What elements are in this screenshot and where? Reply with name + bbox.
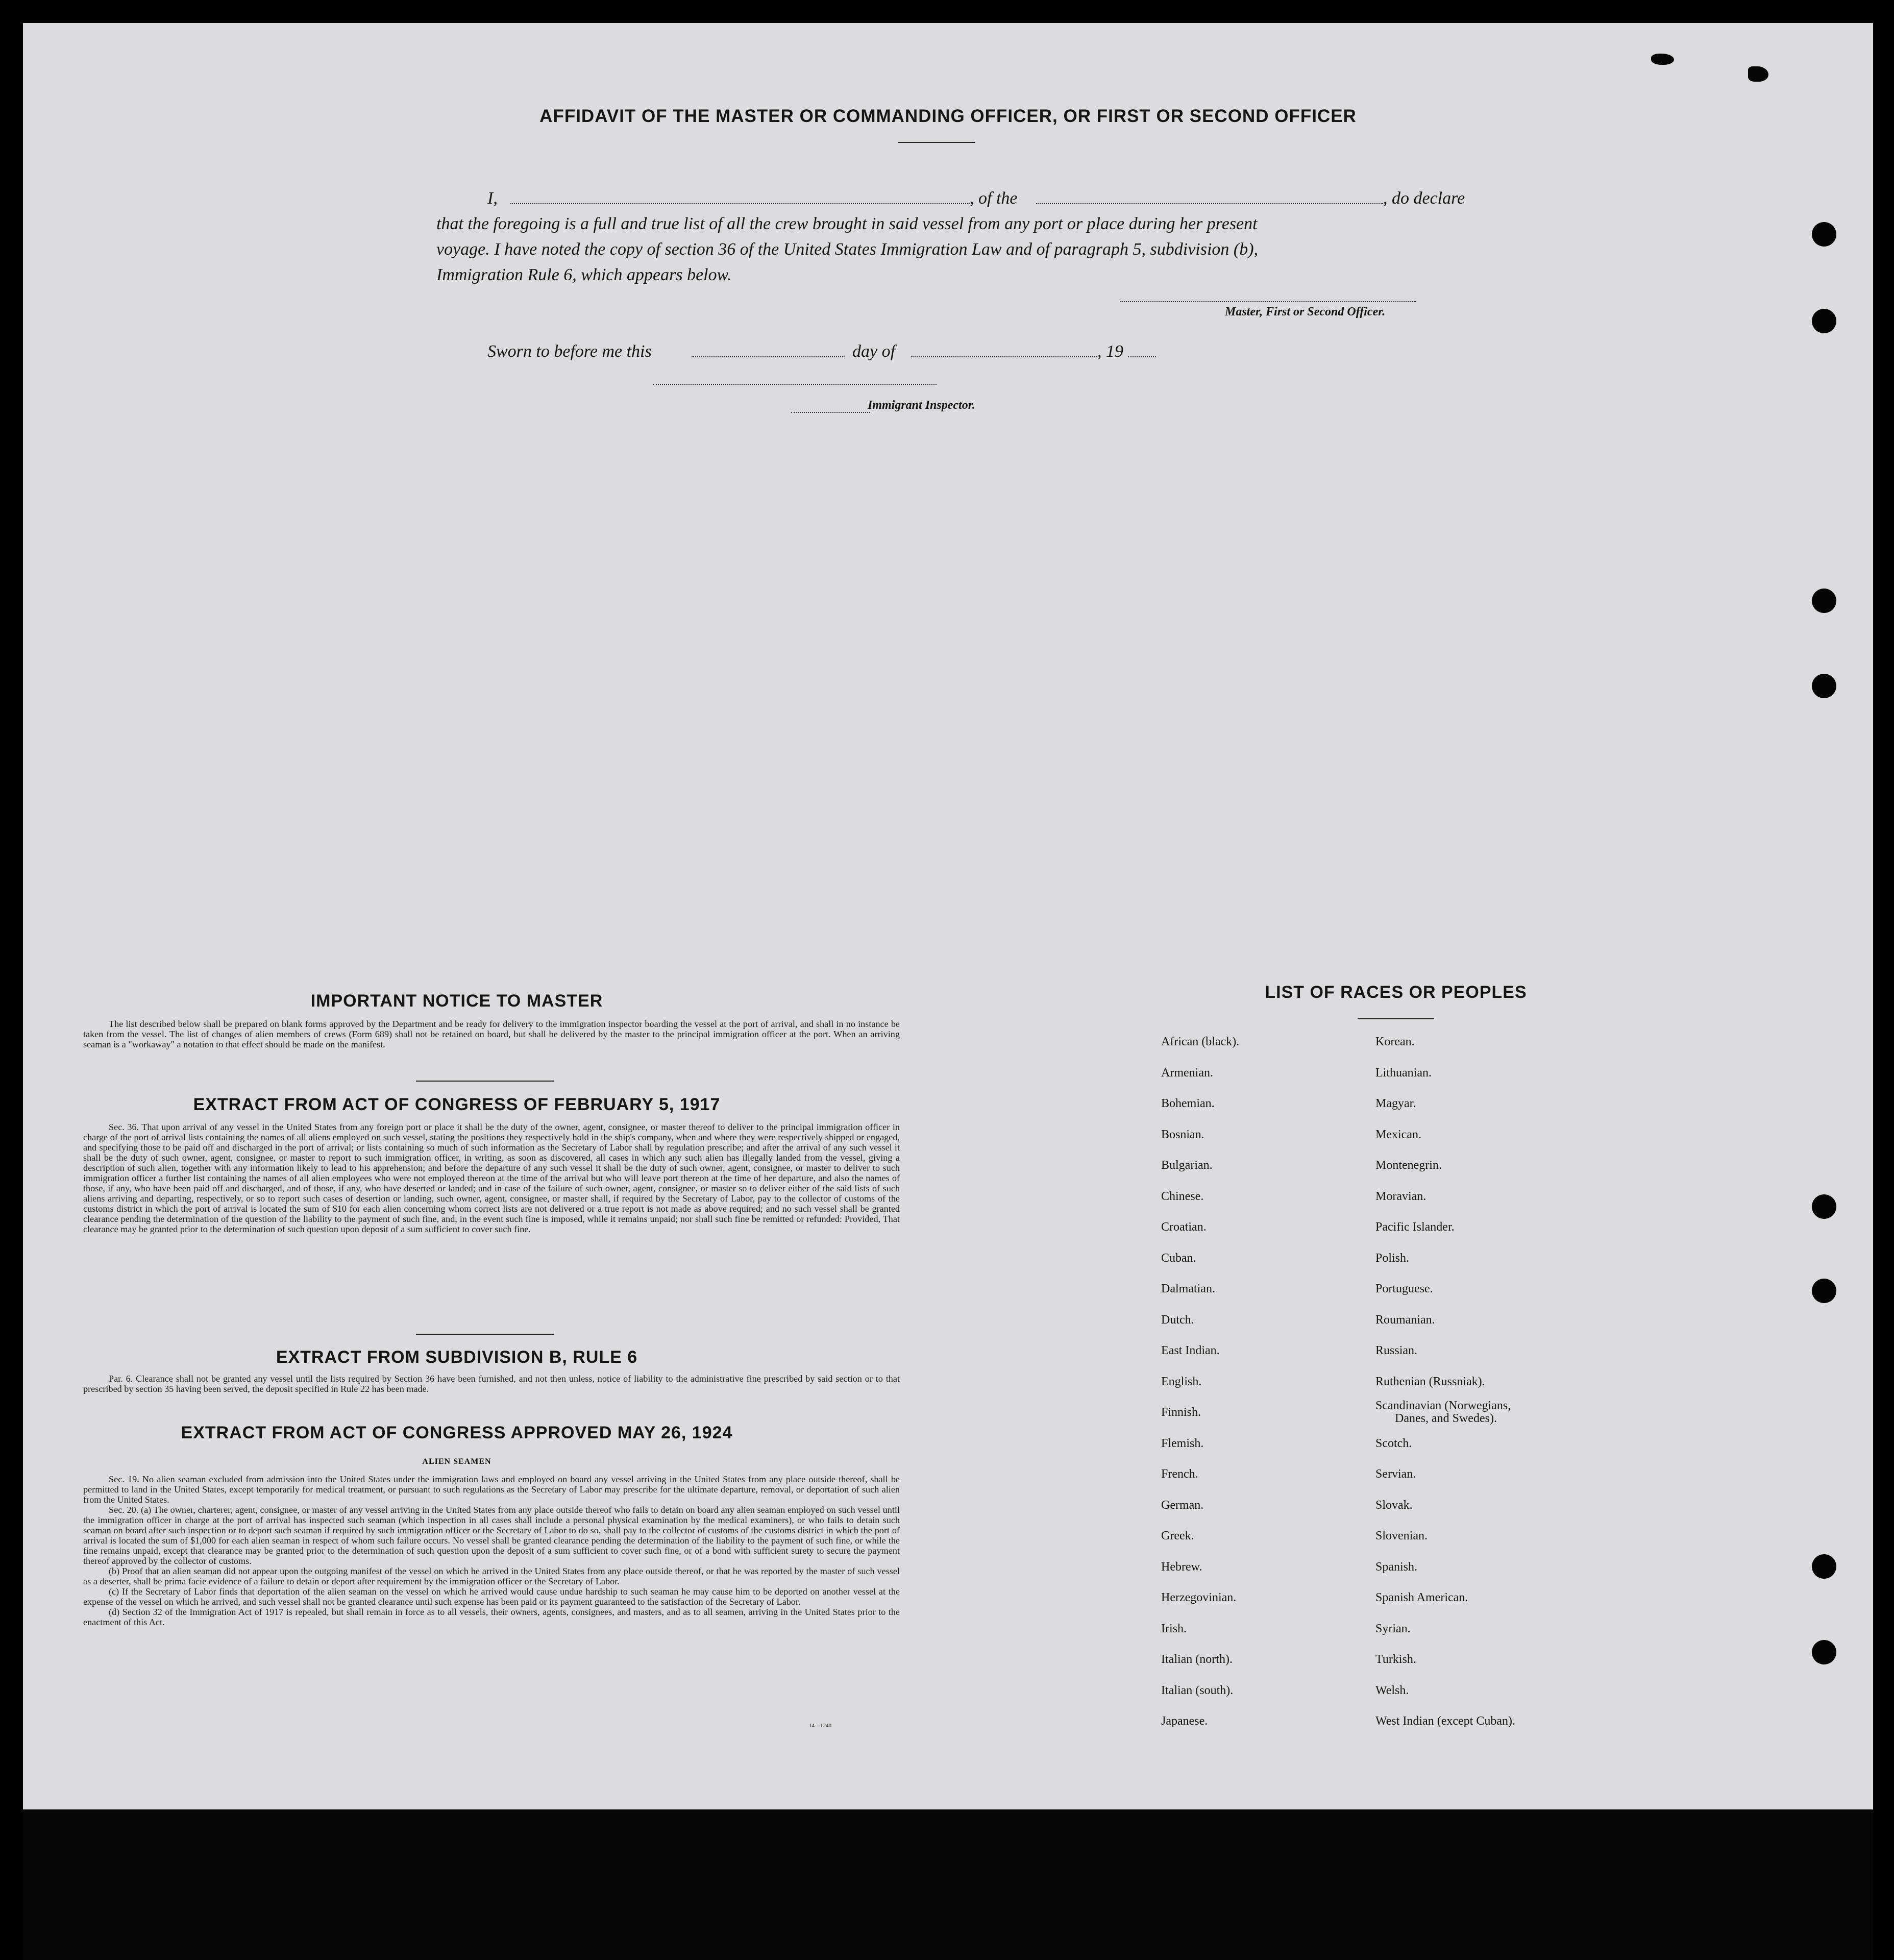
extract-1924-heading: EXTRACT FROM ACT OF CONGRESS APPROVED MAY 26, 1924: [181, 1423, 733, 1442]
notice-text: The list described below shall be prepared on blank forms approved by the Department and be ready for delivery to the immigration inspector boarding the vessel at the port of arrival, and shall in no instance be taken from the vessel. The list of changes of alien members of crews (Form 689) shall not be retained on board, but shall be delivered by the master to the principal immigration officer at the port. When an arriving seaman is a "workaway" a notation to that effect should be made on the manifest.: [83, 1019, 900, 1049]
race-list-item: Roumanian.: [1375, 1313, 1435, 1327]
punch-hole: [1812, 589, 1836, 613]
sworn-year-field[interactable]: [1128, 356, 1156, 357]
extract-1917-text: Sec. 36. That upon arrival of any vessel in the United States from any foreign port or place it shall be the duty of the owner, agent, consignee, or master thereof to deliver to the principal immigration officer in charge of the port of arrival lists containing the names of all aliens employed on such vessel, stating the positions they respectively hold in the ship's company, when and where they were respectively shipped or engaged, and specifying those to be paid off and discharged in the port of arrival; or lists containing so much of such information as the Secretary of Labor shall by regulation prescribe; and after the arrival of any such vessel it shall be the duty of such owner, agent, consignee, or master to report to such immigration officer, in writing, as soon as discovered, all cases in which any such alien has illegally landed from the vessel, giving a description of such alien, together with any information likely to lead to his apprehension; and before the departure of any such vessel it shall be the duty of such owner, agent, consignee, or master to deliver to such immigration officer a further list containing the names of all alien employees who were not employed thereon at the time of the arrival but who will leave port thereon at the time of her departure, and also the names of those, if any, who have been paid off and discharged, and of those, if any, who have deserted or landed; and in case of the failure of such owner, agent, consignee, or master so to deliver either of the said lists of such aliens arriving and departing, respectively, or so to report such cases of desertion or landing, such owner, agent, consignee, or master shall, if required by the Secretary of Labor, pay to the collector of customs of the customs district in which the port of arrival is located the sum of $10 for each alien concerning whom correct lists are not delivered or a true report is not made as above required; and no such vessel shall be granted clearance pending the determination of the question of the liability to the payment of such fine, and, in the event such fine is imposed, while it remains unpaid; nor shall such fine be remitted or refunded: Provided, That clearance may be granted prior to the determination of such question upon deposit of a sum sufficient to cover such fine.: [83, 1122, 900, 1234]
race-list-item: Portuguese.: [1375, 1282, 1433, 1295]
race-list-item: Italian (south).: [1161, 1683, 1234, 1697]
race-list-item: Lithuanian.: [1375, 1066, 1432, 1080]
race-list-item: Greek.: [1161, 1529, 1194, 1542]
vessel-name-field[interactable]: [1036, 203, 1383, 204]
race-list-item: Spanish American.: [1375, 1591, 1468, 1604]
punch-hole: [1812, 1554, 1836, 1579]
sec-20b-paragraph: (b) Proof that an alien seaman did not appear upon the outgoing manifest of the vessel on which he arrived in the United States from any place outside thereof, or that he was reported by the master of such vessel as a deserter, shall be prima facie evidence of a failure to detain or deport after requirement by the immigration officer or the Secretary of Labor.: [83, 1566, 900, 1586]
race-list-item: Hebrew.: [1161, 1560, 1202, 1574]
sworn-day-of: day of: [852, 342, 896, 361]
extract-1917-heading: EXTRACT FROM ACT OF CONGRESS OF FEBRUARY 5, 1917: [193, 1095, 721, 1114]
alien-seamen-subheading: ALIEN SEAMEN: [422, 1457, 491, 1466]
sec-20c-paragraph: (c) If the Secretary of Labor finds that deportation of the alien seaman on the vessel on which he arrived would cause undue hardship to such seaman he may cause him to be deported on another vessel at the expense of the vessel on which he arrived, and such vessel shall not be granted clearance until such expense has been paid or its payment guaranteed to the satisfaction of the Secretary of Labor.: [83, 1586, 900, 1607]
sec-19-paragraph: Sec. 19. No alien seaman excluded from admission into the United States under the immigration laws and employed on board any vessel arriving in the United States from any place outside thereof, shall be permitted to land in the United States, except temporarily for medical treatment, or pursuant to such regulations as the Secretary of Labor may prescribe for the ultimate departure, removal, or deportation of such alien from the United States.: [83, 1474, 900, 1505]
sec-20d-paragraph: (d) Section 32 of the Immigration Act of 1917 is repealed, but shall remain in force as to all vessels, their owners, agents, consignees, and masters, and as to all seamen, arriving in the United States prior to the enactment of this Act.: [83, 1607, 900, 1627]
race-list-item: Moravian.: [1375, 1189, 1426, 1203]
affidavit-title: AFFIDAVIT OF THE MASTER OR COMMANDING OFFICER, OR FIRST OR SECOND OFFICER: [539, 106, 1357, 126]
race-list-item: Bosnian.: [1161, 1128, 1204, 1141]
race-list-item: African (black).: [1161, 1035, 1240, 1048]
punch-hole: [1812, 309, 1836, 333]
race-list-item: Welsh.: [1375, 1683, 1409, 1697]
sworn-year-prefix: , 19: [1097, 342, 1123, 361]
punch-hole: [1812, 1279, 1836, 1303]
race-list-item: Slovak.: [1375, 1498, 1413, 1512]
race-list-item: Servian.: [1375, 1467, 1416, 1481]
race-list-item: Turkish.: [1375, 1653, 1416, 1666]
inspector-dotted-lead: [791, 412, 870, 413]
punch-hole: [1812, 674, 1836, 698]
document-page: [23, 23, 1873, 1809]
punch-hole: [1812, 222, 1836, 247]
race-list-item: French.: [1161, 1467, 1198, 1481]
affidavit-i-label: I,: [487, 189, 498, 208]
punch-hole: [1812, 1640, 1836, 1664]
ink-blot: [1651, 54, 1674, 65]
race-list-item: West Indian (except Cuban).: [1375, 1714, 1515, 1728]
race-list-item: Irish.: [1161, 1622, 1187, 1635]
race-list-item: Spanish.: [1375, 1560, 1418, 1574]
race-list-item: Pacific Islander.: [1375, 1220, 1455, 1234]
race-list-item: Croatian.: [1161, 1220, 1207, 1234]
officer-signature-field[interactable]: [1120, 301, 1416, 302]
scan-bottom-band: [23, 1809, 1873, 1960]
race-list-item: Russian.: [1375, 1344, 1418, 1357]
notice-divider: [416, 1081, 554, 1082]
race-list-item: Montenegrin.: [1375, 1159, 1442, 1172]
race-list-item: Japanese.: [1161, 1714, 1208, 1728]
race-list-item: German.: [1161, 1498, 1204, 1512]
race-list-item: Dutch.: [1161, 1313, 1194, 1327]
sec-20a-paragraph: Sec. 20. (a) The owner, charterer, agent, consignee, or master of any vessel arriving in the United States from any place outside thereof who fails to detain on board any alien seaman employed on such vessel until the immigration officer in charge at the port of arrival has inspected such seaman (which inspection in all cases shall include a personal physical examination by the medical examiners), or who fails to detain such seaman on board after such inspection or to deport such seaman if required by such immigration officer or the Secretary of Labor to do so, shall pay to the collector of customs of the customs district in which the port of arrival is located the sum of $1,000 for each alien seaman in respect of whom such failure occurs. No vessel shall be granted clearance pending the determination of the liability to the payment of such fine, or while the fine remains unpaid, except that clearance may be granted prior to the determination of such question upon the deposit of a sum sufficient to cover such fine, or of a bond with sufficient surety to secure the payment thereof approved by the collector of customs.: [83, 1505, 900, 1566]
affidavit-of-the: , of the: [970, 189, 1018, 208]
form-number: 14—1240: [809, 1723, 831, 1729]
race-list-item: Dalmatian.: [1161, 1282, 1215, 1295]
races-divider: [1358, 1018, 1434, 1019]
race-list-item: Flemish.: [1161, 1436, 1204, 1450]
extract-1917-divider: [416, 1334, 554, 1335]
race-list-item: Slovenian.: [1375, 1529, 1428, 1542]
affidavit-line-3: voyage. I have noted the copy of section 36 of the United States Immigration Law and of paragraph 5, subdivision (b),: [436, 240, 1259, 259]
race-list-item: Finnish.: [1161, 1406, 1201, 1419]
race-list-item: Magyar.: [1375, 1097, 1416, 1110]
notice-heading: IMPORTANT NOTICE TO MASTER: [310, 991, 603, 1011]
race-list-item: Polish.: [1375, 1251, 1410, 1265]
race-list-item: English.: [1161, 1375, 1202, 1388]
affidavit-do-declare: , do declare: [1383, 189, 1465, 208]
race-list-item: Armenian.: [1161, 1066, 1213, 1080]
race-list-item: Bulgarian.: [1161, 1159, 1213, 1172]
inspector-signature-field[interactable]: [653, 384, 937, 385]
sworn-month-field[interactable]: [911, 356, 1097, 357]
race-list-item: Bohemian.: [1161, 1097, 1215, 1110]
declarant-name-field[interactable]: [510, 203, 970, 204]
race-list-item: Mexican.: [1375, 1128, 1421, 1141]
rule-6-heading: EXTRACT FROM SUBDIVISION B, RULE 6: [276, 1348, 638, 1367]
race-list-item: East Indian.: [1161, 1344, 1220, 1357]
race-list-item: Herzegovinian.: [1161, 1591, 1237, 1604]
race-list-item: Korean.: [1375, 1035, 1415, 1048]
rule-6-text: Par. 6. Clearance shall not be granted any vessel until the lists required by Section 36 have been furnished, and not then unless, notice of liability to the administrative fine prescribed by said section or to that prescribed by section 35 having been served, the deposit specified in Rule 22 has been made.: [83, 1374, 900, 1394]
affidavit-line-2: that the foregoing is a full and true list of all the crew brought in said vessel from any port or place during her present: [436, 214, 1258, 233]
extract-1924-text: [83, 1474, 900, 1627]
sworn-prefix: Sworn to before me this: [487, 342, 652, 361]
race-list-item: Scandinavian (Norwegians, Danes, and Swedes).: [1375, 1399, 1511, 1425]
races-heading: LIST OF RACES OR PEOPLES: [1265, 983, 1527, 1002]
race-list-item: Italian (north).: [1161, 1653, 1233, 1666]
inspector-caption: Immigrant Inspector.: [868, 399, 975, 412]
race-list-item: Scotch.: [1375, 1436, 1412, 1450]
race-list-item: Cuban.: [1161, 1251, 1196, 1265]
race-list-item: Ruthenian (Russniak).: [1375, 1375, 1485, 1388]
race-list-item: Chinese.: [1161, 1189, 1204, 1203]
ink-blot: [1748, 66, 1768, 82]
title-divider: [898, 142, 975, 143]
punch-hole: [1812, 1194, 1836, 1219]
officer-signature-caption: Master, First or Second Officer.: [1225, 305, 1386, 318]
affidavit-line-4: Immigration Rule 6, which appears below.: [436, 265, 732, 284]
sworn-day-field[interactable]: [692, 356, 845, 357]
race-list-item: Syrian.: [1375, 1622, 1411, 1635]
